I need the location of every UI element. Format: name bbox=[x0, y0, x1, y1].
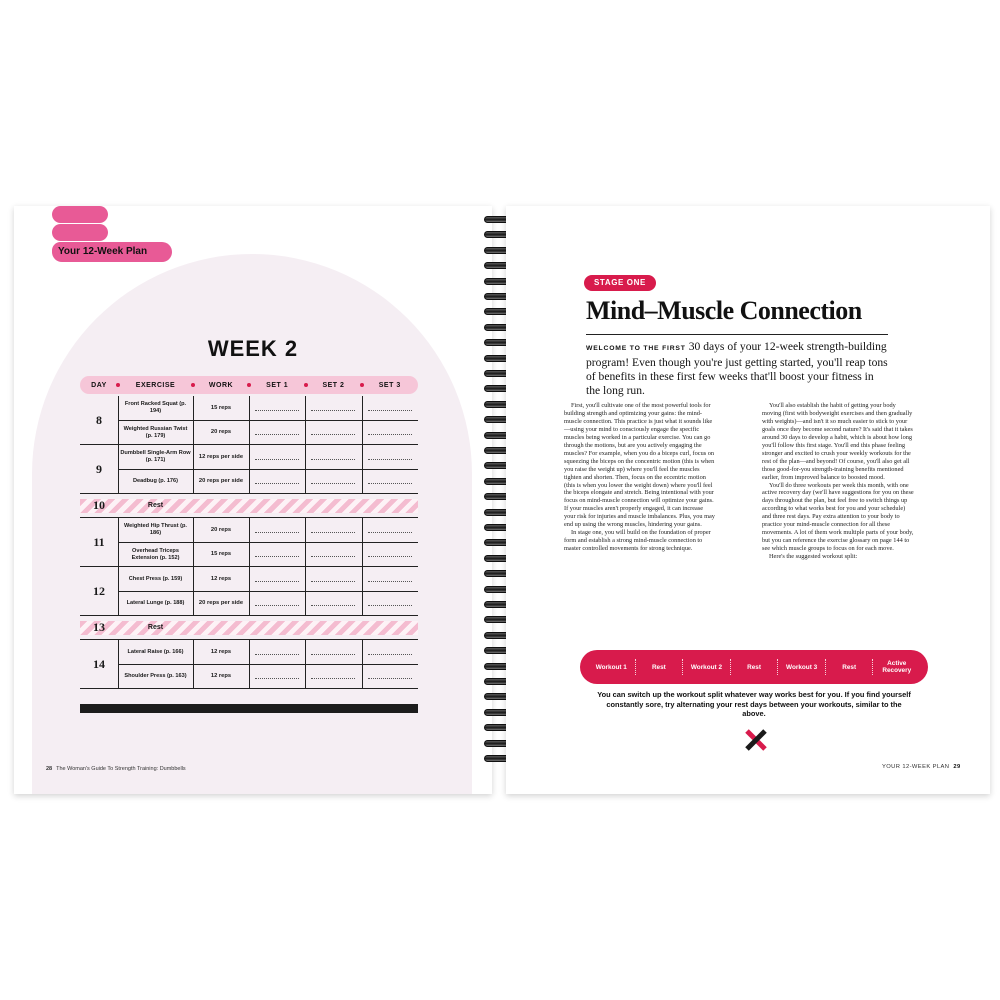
day-number: 13 bbox=[93, 620, 105, 634]
set-entry-field[interactable] bbox=[249, 674, 305, 679]
set-entry-field[interactable] bbox=[305, 479, 361, 484]
set-entry-field[interactable] bbox=[249, 528, 305, 533]
split-item: Rest bbox=[826, 659, 874, 675]
dotted-line bbox=[368, 410, 412, 411]
set-entry-field[interactable] bbox=[362, 601, 418, 606]
exercise-work: 20 reps per side bbox=[198, 478, 244, 484]
header-dot bbox=[116, 383, 120, 387]
exercise-work: 12 reps bbox=[210, 648, 232, 655]
day-row bbox=[80, 567, 418, 616]
exercise-name: Chest Press (p. 159) bbox=[128, 575, 183, 582]
set-entry-field[interactable] bbox=[305, 601, 361, 606]
exercise-work: 12 reps bbox=[210, 673, 232, 679]
set-entry-field[interactable] bbox=[362, 430, 418, 435]
exercise-name: Weighted Hip Thrust (p. 186) bbox=[124, 523, 187, 536]
exercise-line bbox=[118, 396, 418, 420]
exercise-work: 20 reps bbox=[210, 526, 232, 533]
set-entry-field[interactable] bbox=[249, 455, 305, 460]
rest-label: Rest bbox=[147, 502, 164, 509]
day-row bbox=[80, 445, 418, 494]
set-entry-field[interactable] bbox=[249, 430, 305, 435]
split-item: Rest bbox=[636, 659, 684, 675]
set-entry-field[interactable] bbox=[249, 406, 305, 411]
set-entry-field[interactable] bbox=[305, 650, 361, 655]
set-entry-field[interactable] bbox=[249, 479, 305, 484]
day-row bbox=[80, 640, 418, 689]
set-entry-field[interactable] bbox=[362, 674, 418, 679]
column-header-set1: SET 1 bbox=[266, 381, 289, 389]
day-exercises bbox=[118, 640, 418, 688]
day-exercises bbox=[118, 567, 418, 615]
book-title: The Woman's Guide To Strength Training: Dumbbells bbox=[56, 766, 186, 772]
day-number: 12 bbox=[93, 583, 105, 598]
exercise-name: Overhead Triceps Extension (p. 152) bbox=[131, 547, 180, 561]
page-number-left: 28 bbox=[46, 766, 53, 772]
set-entry-field[interactable] bbox=[249, 577, 305, 582]
exercise-work: 20 reps bbox=[210, 429, 232, 435]
day-number: 14 bbox=[93, 656, 105, 671]
stage-label: STAGE ONE bbox=[584, 275, 656, 291]
set-entry-field[interactable] bbox=[305, 528, 361, 533]
dotted-line bbox=[255, 532, 299, 533]
set-entry-field[interactable] bbox=[362, 552, 418, 557]
dotted-line bbox=[255, 581, 299, 582]
dotted-line bbox=[311, 434, 355, 435]
dotted-line bbox=[255, 654, 299, 655]
headline: Mind–Muscle Connection bbox=[586, 296, 862, 325]
column-header-set2: SET 2 bbox=[322, 381, 345, 389]
folio-left bbox=[46, 766, 186, 772]
body-column-right bbox=[762, 402, 914, 561]
exercise-work: 12 reps bbox=[210, 575, 232, 582]
exercise-line bbox=[118, 664, 418, 688]
dotted-line bbox=[311, 605, 355, 606]
dotted-line bbox=[255, 678, 299, 679]
section-running-head: YOUR 12-WEEK PLAN bbox=[882, 764, 950, 770]
day-number: 8 bbox=[96, 412, 102, 427]
body-paragraph: First, you'll cultivate one of the most powerful tools for building strength and optimizing your gains: the mind-muscle connection. This practice is just what it sounds like—using your mind to consciously engage the specific muscles being worked in a particular exercise. You can go through the motions, but are you actively engaging the muscles? For example, when you do a biceps curl, focus on squeezing the biceps on the concentric motion (this is when you raise the weight up) where you'll feel the muscles tighten and shorten. Then, focus on the eccentric motion (this is when you lower the weight down) where you'll feel the biceps elongate and stretch. Being intentional with your focus on mind-muscle connection will optimize your gains. If your muscles aren't properly engaged, it can increase your risk for injuries and muscle imbalances. Plus, you may end up using the wrong muscles, hindering your gains. bbox=[564, 402, 715, 529]
set-entry-field[interactable] bbox=[362, 479, 418, 484]
split-item: Workout 2 bbox=[683, 659, 731, 675]
header-dot bbox=[360, 383, 364, 387]
exercise-work: 20 reps per side bbox=[198, 600, 244, 606]
intro-paragraph bbox=[586, 340, 888, 398]
dotted-line bbox=[255, 434, 299, 435]
day-number: 11 bbox=[93, 534, 105, 549]
dotted-line bbox=[255, 605, 299, 606]
day-exercises bbox=[118, 445, 418, 493]
dotted-line bbox=[311, 678, 355, 679]
workout-table bbox=[80, 396, 418, 689]
set-entry-field[interactable] bbox=[249, 650, 305, 655]
set-entry-field[interactable] bbox=[249, 552, 305, 557]
folio-right bbox=[882, 764, 961, 770]
header-dot bbox=[304, 383, 308, 387]
dotted-line bbox=[368, 459, 412, 460]
dotted-line bbox=[368, 532, 412, 533]
dotted-line bbox=[368, 434, 412, 435]
split-item: Active Recovery bbox=[882, 660, 912, 674]
column-header-set3: SET 3 bbox=[378, 381, 401, 389]
exercise-line bbox=[118, 469, 418, 493]
dotted-line bbox=[368, 678, 412, 679]
exercise-line bbox=[118, 567, 418, 591]
dotted-line bbox=[255, 459, 299, 460]
tab-shape bbox=[52, 206, 108, 223]
exercise-work: 15 reps bbox=[210, 404, 232, 411]
exercise-name: Deadbug (p. 176) bbox=[132, 478, 179, 484]
week-title: WEEK 2 bbox=[207, 336, 299, 361]
exercise-work: 15 reps bbox=[210, 551, 232, 557]
rest-day-row bbox=[80, 616, 418, 640]
split-note: You can switch up the workout split whatever way works best for you. If you find yourself constantly sore, try alternating your rest days between your workouts, similar to the above. bbox=[597, 690, 911, 719]
set-entry-field[interactable] bbox=[305, 406, 361, 411]
exercise-name: Shoulder Press (p. 163) bbox=[124, 673, 187, 679]
set-entry-field[interactable] bbox=[305, 430, 361, 435]
set-entry-field[interactable] bbox=[362, 528, 418, 533]
body-paragraph: In stage one, you will build on the foundation of proper form and establish a strong mind-muscle connection to master controlled movements for strong technique. bbox=[564, 529, 711, 553]
rest-label: Rest bbox=[147, 624, 164, 631]
set-entry-field[interactable] bbox=[249, 601, 305, 606]
headline-rule bbox=[586, 334, 888, 335]
cross-icon bbox=[744, 728, 768, 752]
intro-text: 30 days of your 12-week strength-building program! Even though you're just getting started, you'll reap tons of benefits in these first few weeks that'll boost your fitness in the long run. bbox=[586, 340, 888, 397]
split-item: Rest bbox=[731, 659, 779, 675]
exercise-name: Lateral Raise (p. 166) bbox=[127, 648, 184, 655]
exercise-line bbox=[118, 420, 418, 444]
dotted-line bbox=[311, 532, 355, 533]
set-entry-field[interactable] bbox=[362, 650, 418, 655]
body-column-left bbox=[564, 402, 716, 553]
split-item: Workout 3 bbox=[778, 659, 826, 675]
column-header-exercise: EXERCISE bbox=[135, 381, 176, 389]
column-header-work: WORK bbox=[208, 381, 234, 389]
body-paragraph: Here's the suggested workout split: bbox=[769, 553, 858, 561]
day-row bbox=[80, 396, 418, 445]
set-entry-field[interactable] bbox=[362, 455, 418, 460]
dotted-line bbox=[255, 483, 299, 484]
exercise-line bbox=[118, 640, 418, 664]
workout-split-bar bbox=[580, 650, 928, 684]
column-header-day: DAY bbox=[91, 381, 107, 389]
page-number-right: 29 bbox=[953, 764, 961, 770]
dotted-line bbox=[255, 556, 299, 557]
set-entry-field[interactable] bbox=[362, 406, 418, 411]
exercise-name: Front Racked Squat (p. 194) bbox=[124, 401, 187, 414]
dotted-line bbox=[311, 483, 355, 484]
header-dot bbox=[247, 383, 251, 387]
left-page bbox=[14, 206, 492, 794]
table-header bbox=[80, 376, 418, 394]
dotted-line bbox=[311, 556, 355, 557]
dotted-line bbox=[368, 556, 412, 557]
exercise-line bbox=[118, 445, 418, 469]
dotted-line bbox=[311, 581, 355, 582]
section-tab-label: Your 12-Week Plan bbox=[52, 242, 172, 262]
exercise-line bbox=[118, 518, 418, 542]
exercise-name: Lateral Lunge (p. 188) bbox=[126, 600, 185, 606]
exercise-line bbox=[118, 591, 418, 615]
dotted-line bbox=[368, 654, 412, 655]
exercise-name: Dumbbell Single-Arm Row (p. 171) bbox=[120, 450, 191, 463]
table-bottom-bar bbox=[80, 704, 418, 713]
dotted-line bbox=[311, 459, 355, 460]
body-paragraph: You'll do three workouts per week this month, with one active recovery day (we'll have suggestions for you on these days throughout the plan, but feel free to switch things up according to what works best for you and your schedule) and three rest days. Pay extra attention to your body to practice your mind-muscle connection for all these movements. A lot of them work multiple parts of your body, but you can reference the exercise glossary on page 144 to see which muscle groups to focus on for each move. bbox=[762, 481, 914, 553]
set-entry-field[interactable] bbox=[305, 552, 361, 557]
set-entry-field[interactable] bbox=[362, 577, 418, 582]
tab-shape bbox=[52, 224, 108, 241]
header-dot bbox=[191, 383, 195, 387]
exercise-work: 12 reps per side bbox=[198, 453, 244, 460]
set-entry-field[interactable] bbox=[305, 577, 361, 582]
rest-day-row bbox=[80, 494, 418, 518]
exercise-line bbox=[118, 542, 418, 566]
body-paragraph: You'll also establish the habit of getting your body moving (first with bodyweight exercises and then gradually with weights)—and isn't it so much easier to stick to your goals once they become second nature? It's said that it takes around 30 days to develop a habit, which is about how long you'll follow this first stage. You'll end this phase feeling stronger and excited to crush your weekly workouts for the rest of the plan—and beyond! Of course, you'll also get all those good-for-you strength-training benefits mentioned earlier, from improved balance to boosted mood. bbox=[762, 402, 913, 481]
day-number: 9 bbox=[96, 461, 102, 476]
day-row bbox=[80, 518, 418, 567]
right-page bbox=[506, 206, 990, 794]
day-exercises bbox=[118, 518, 418, 566]
intro-lead: WELCOME TO THE FIRST bbox=[586, 345, 686, 352]
dotted-line bbox=[368, 581, 412, 582]
split-item: Workout 1 bbox=[588, 659, 636, 675]
dotted-line bbox=[368, 483, 412, 484]
dotted-line bbox=[311, 410, 355, 411]
dotted-line bbox=[255, 410, 299, 411]
day-number: 10 bbox=[93, 498, 105, 512]
exercise-name: Weighted Russian Twist (p. 179) bbox=[123, 425, 188, 439]
day-exercises bbox=[118, 396, 418, 444]
dotted-line bbox=[311, 654, 355, 655]
dotted-line bbox=[368, 605, 412, 606]
set-entry-field[interactable] bbox=[305, 674, 361, 679]
set-entry-field[interactable] bbox=[305, 455, 361, 460]
